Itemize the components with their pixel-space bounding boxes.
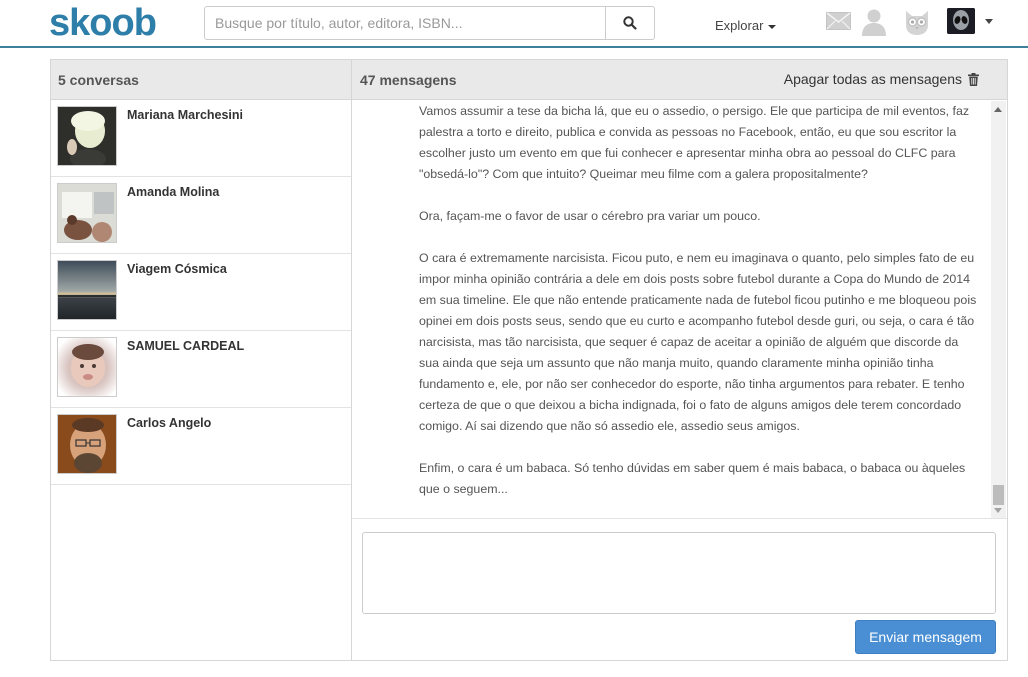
avatar <box>57 414 117 474</box>
message-body <box>419 101 981 519</box>
search-input[interactable] <box>205 7 605 39</box>
explore-menu[interactable] <box>715 18 776 33</box>
conversations-title: 5 conversas <box>51 60 351 100</box>
conversation-name: Viagem Cósmica <box>127 262 227 276</box>
avatar <box>57 183 117 243</box>
user-menu-chevron-icon[interactable] <box>985 19 993 24</box>
message-paragraph: Ora, façam-me o favor de usar o cérebro pra variar um pouco. <box>419 209 761 223</box>
message-paragraph: Enfim, o cara é um babaca. Só tenho dúvidas em saber quem é mais babaca, o babaca ou àqueles que o seguem... <box>419 461 966 496</box>
user-icon[interactable] <box>860 8 888 36</box>
scrollbar-thumb[interactable] <box>993 485 1004 505</box>
messages-column <box>352 60 1007 660</box>
messages-panel <box>50 59 1008 661</box>
message-paragraph: Vamos assumir a tese da bicha lá, que eu o assedio, o persigo. Ele que participa de mil eventos, faz palestra a torto e direito, publica e convida as pessoas no Facebook, então, eu que sou escritor la escolher justo um evento em que fui conhecer e apresentar minha obra ao pessoal do CLFC para "obsedá-lo"? Com que intuito? Queimar meu filme com a galera propositalmente? <box>419 104 970 181</box>
search-button[interactable] <box>605 7 654 39</box>
conversation-name: Carlos Angelo <box>127 416 212 430</box>
conversation-item[interactable] <box>51 177 351 254</box>
avatar <box>57 260 117 320</box>
mail-icon[interactable] <box>826 12 851 30</box>
top-navbar <box>0 0 1028 48</box>
alien-avatar-icon <box>947 8 975 34</box>
scroll-down-arrow-icon[interactable] <box>994 508 1002 513</box>
delete-all-label: Apagar todas as mensagens <box>783 71 962 87</box>
conversation-name: Amanda Molina <box>127 185 220 199</box>
conversations-column <box>51 60 352 660</box>
avatar <box>57 106 117 166</box>
user-avatar[interactable] <box>947 8 975 34</box>
message-paragraph: O cara é extremamente narcisista. Ficou puto, e nem eu imaginava o quanto, pelo simples fato de eu impor minha opinião contrária a dele em dois posts sobre futebol durante a Copa do Mundo de 2014 em sua timeline. Ele que não entende praticamente nada de futebol ficou putinho e me bloqueou pois opinei em dois posts seus, sendo que eu curto e acompanho futebol desde guri, ou seja, o cara é tão narcisista, mas tão narcisista, que sequer é capaz de aceitar a opinião de alguém que discorde da sua ainda que seja um assunto que não manja muito, quando claramente minha opinião tinha fundamento e, ele, por não ser conhecedor do esporte, não tinha argumentos para rebater. E tenho certeza de que o que deixou a bicha indignada, foi o fato de alguns amigos dele terem concordado comigo. Aí sai dizendo que não só assedio ele, assedio seus amigos. <box>419 251 977 433</box>
explore-label: Explorar <box>715 18 764 33</box>
chevron-down-icon <box>768 25 776 29</box>
send-message-button[interactable]: Enviar mensagem <box>855 620 996 654</box>
message-scrollbar[interactable] <box>991 101 1006 519</box>
search-icon <box>623 16 637 30</box>
avatar <box>57 337 117 397</box>
scroll-up-arrow-icon[interactable] <box>994 107 1002 112</box>
owl-icon[interactable] <box>903 8 931 36</box>
message-compose-field[interactable] <box>362 532 996 614</box>
conversation-name: Mariana Marchesini <box>127 108 244 122</box>
conversation-item[interactable] <box>51 254 351 331</box>
skoob-logo[interactable]: skoob <box>49 2 156 44</box>
conversation-item[interactable] <box>51 408 351 485</box>
delete-all-messages-button[interactable] <box>784 71 979 87</box>
messages-count: 47 mensagens <box>360 72 457 88</box>
trash-icon <box>968 73 979 86</box>
message-thread[interactable] <box>352 101 1007 519</box>
conversation-name: SAMUEL CARDEAL <box>127 339 245 353</box>
conversation-item[interactable] <box>51 100 351 177</box>
messages-header <box>352 60 1007 100</box>
conversation-item[interactable] <box>51 331 351 408</box>
search-bar <box>204 6 655 40</box>
